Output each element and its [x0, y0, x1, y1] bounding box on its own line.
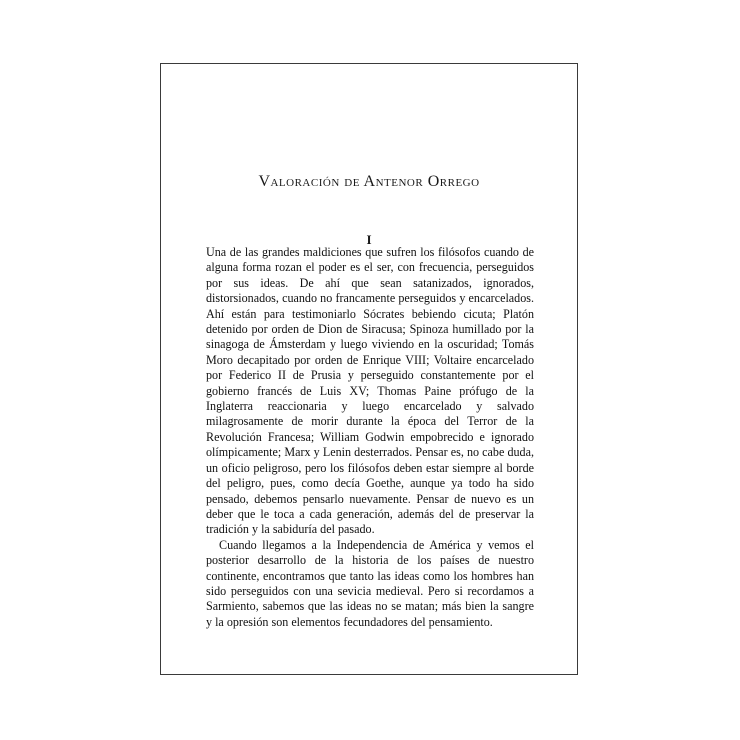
body-text: [206, 245, 534, 630]
chapter-title: Valoración de Antenor Orrego: [258, 173, 480, 190]
section-number: I: [366, 232, 372, 247]
book-page: [160, 63, 578, 675]
paragraph: Cuando llegamos a la Independencia de América y vemos el posterior desarrollo de la historia de los países de nuestro continente, encontramos que tanto las ideas como los hombres han sido perseguidos con una sevicia medieval. Pero si recordamos a Sarmiento, sabemos que las ideas no se matan; más bien la sangre y la opresión son elementos fecundadores del pensamiento.: [206, 537, 534, 629]
paragraph: Una de las grandes maldiciones que sufren los filósofos cuando de alguna forma rozan el poder es el ser, con frecuencia, perseguidos por sus ideas. De ahí que sean satanizados, ignorados, distorsionados, cuando no francamente perseguidos y encarcelados. Ahí están para testimoniarlo Sócrates bebiendo cicuta; Platón detenido por orden de Dion de Siracusa; Spinoza humillado por la sinagoga de Ámsterdam y luego viviendo en la oscuridad; Tomás Moro decapitado por orden de Enrique VIII; Voltaire encarcelado por Federico II de Prusia y perseguido constantemente por el gobierno francés de Luis XV; Thomas Paine prófugo de la Inglaterra reaccionaria y luego encarcelado y salvado milagrosamente de morir durante la época del Terror de la Revolución Francesa; William Godwin empobrecido e ignorado olímpicamente; Marx y Lenin desterrados. Pensar es, no cabe duda, un oficio peligroso, pero los filósofos deben estar siempre al borde del peligro, pues, como decía Goethe, aunque ya todo ha sido pensado, debemos pensarlo nuevamente. Pensar de nuevo es un deber que le toca a cada generación, además del de preservar la tradición y la sabiduría del pasado.: [206, 245, 534, 537]
